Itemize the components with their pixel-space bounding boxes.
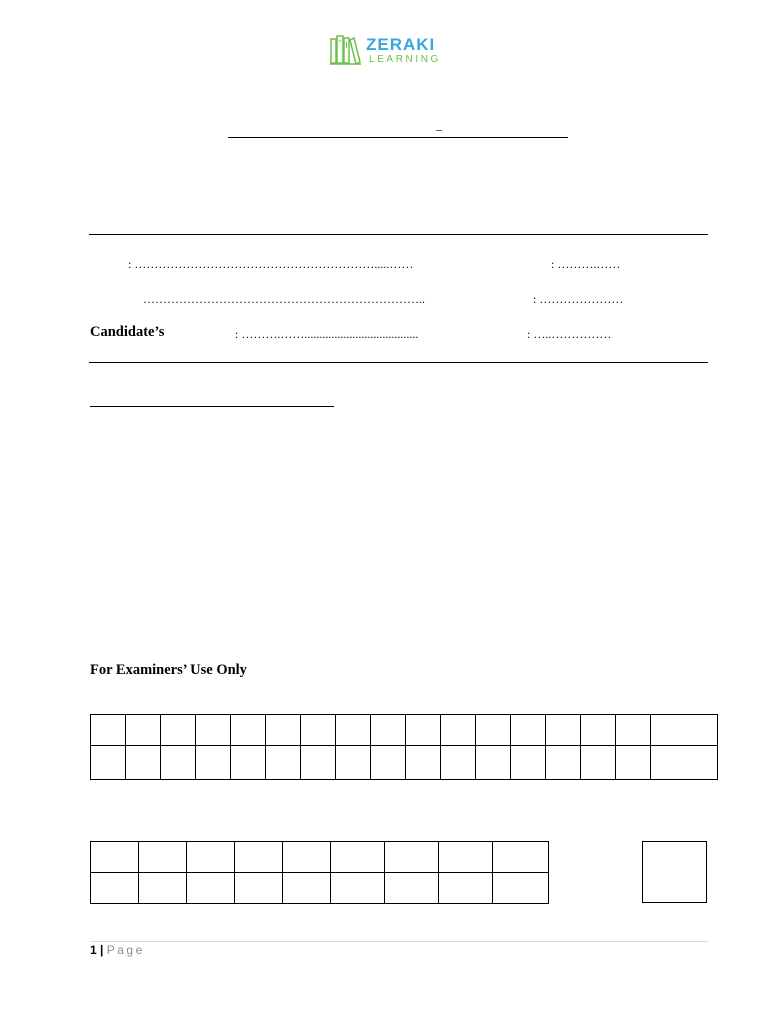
- marks-cell[interactable]: [476, 746, 511, 780]
- marks-cell[interactable]: [126, 746, 161, 780]
- marks-cell[interactable]: [581, 715, 616, 746]
- marks-cell[interactable]: [196, 746, 231, 780]
- field-row2-left[interactable]: ……………………………………………………………..: [143, 292, 425, 306]
- marks-cell[interactable]: [616, 746, 651, 780]
- marks-cell[interactable]: [493, 842, 549, 873]
- logo-wordmark: ZERAKI: [366, 35, 436, 54]
- marks-cell[interactable]: [406, 715, 441, 746]
- marks-cell[interactable]: [371, 715, 406, 746]
- marks-cell[interactable]: [301, 746, 336, 780]
- marks-cell[interactable]: [406, 746, 441, 780]
- section-underline: [90, 406, 334, 407]
- marks-cell[interactable]: [196, 715, 231, 746]
- field-row3-right[interactable]: : …..……………: [527, 327, 612, 341]
- marks-cell[interactable]: [371, 746, 406, 780]
- marks-cell[interactable]: [91, 873, 139, 904]
- marks-cell[interactable]: [439, 873, 493, 904]
- marks-cell[interactable]: [187, 842, 235, 873]
- marks-cell[interactable]: [336, 746, 371, 780]
- marks-cell[interactable]: [546, 746, 581, 780]
- page-number: 1: [90, 943, 97, 957]
- marks-cell-total[interactable]: [651, 715, 718, 746]
- page-word: Page: [106, 943, 145, 957]
- marks-cell[interactable]: [91, 842, 139, 873]
- bottom-rule: [89, 362, 708, 363]
- marks-cell[interactable]: [266, 715, 301, 746]
- marks-cell[interactable]: [511, 746, 546, 780]
- grand-total-box: [642, 841, 707, 903]
- marks-cell[interactable]: [441, 746, 476, 780]
- field-row2-right[interactable]: : …………………: [533, 292, 624, 306]
- marks-cell[interactable]: [161, 746, 196, 780]
- marks-cell[interactable]: [336, 715, 371, 746]
- marks-table-1: [90, 714, 718, 780]
- marks-table-2: [90, 841, 549, 904]
- marks-cell-total[interactable]: [651, 746, 718, 780]
- marks-cell[interactable]: [161, 715, 196, 746]
- marks-cell[interactable]: [439, 842, 493, 873]
- marks-cell[interactable]: [283, 873, 331, 904]
- grand-total-cell[interactable]: [643, 842, 707, 903]
- marks-cell[interactable]: [235, 842, 283, 873]
- marks-cell[interactable]: [616, 715, 651, 746]
- marks-cell[interactable]: [283, 842, 331, 873]
- marks-cell[interactable]: [266, 746, 301, 780]
- marks-cell[interactable]: [493, 873, 549, 904]
- marks-cell[interactable]: [235, 873, 283, 904]
- marks-cell[interactable]: [91, 715, 126, 746]
- footer-separator: |: [100, 943, 104, 957]
- books-icon: [330, 34, 364, 66]
- top-rule: [89, 234, 708, 235]
- marks-cell[interactable]: [331, 873, 385, 904]
- title-dash: –: [436, 122, 442, 136]
- marks-cell[interactable]: [581, 746, 616, 780]
- marks-cell[interactable]: [331, 842, 385, 873]
- footer-rule: [90, 941, 708, 942]
- examiners-heading: For Examiners’ Use Only: [90, 662, 247, 678]
- marks-cell[interactable]: [441, 715, 476, 746]
- marks-cell[interactable]: [187, 873, 235, 904]
- marks-cell[interactable]: [139, 842, 187, 873]
- marks-cell[interactable]: [511, 715, 546, 746]
- title-underline: [228, 137, 568, 138]
- field-row3-left[interactable]: : ……….……......................................: [235, 327, 419, 341]
- marks-cell[interactable]: [385, 842, 439, 873]
- marks-cell[interactable]: [91, 746, 126, 780]
- field-row1-right[interactable]: : ……….……: [551, 257, 621, 271]
- marks-cell[interactable]: [139, 873, 187, 904]
- marks-cell[interactable]: [385, 873, 439, 904]
- logo-subtitle: LEARNING: [369, 54, 441, 65]
- field-row1-left[interactable]: : …………………………………………………….....……: [128, 257, 414, 271]
- marks-cell[interactable]: [301, 715, 336, 746]
- marks-cell[interactable]: [126, 715, 161, 746]
- marks-cell[interactable]: [476, 715, 511, 746]
- marks-cell[interactable]: [231, 715, 266, 746]
- zeraki-logo: [330, 34, 450, 68]
- marks-cell[interactable]: [546, 715, 581, 746]
- page-footer: [90, 943, 145, 957]
- marks-cell[interactable]: [231, 746, 266, 780]
- candidate-label: Candidate’s: [90, 324, 165, 340]
